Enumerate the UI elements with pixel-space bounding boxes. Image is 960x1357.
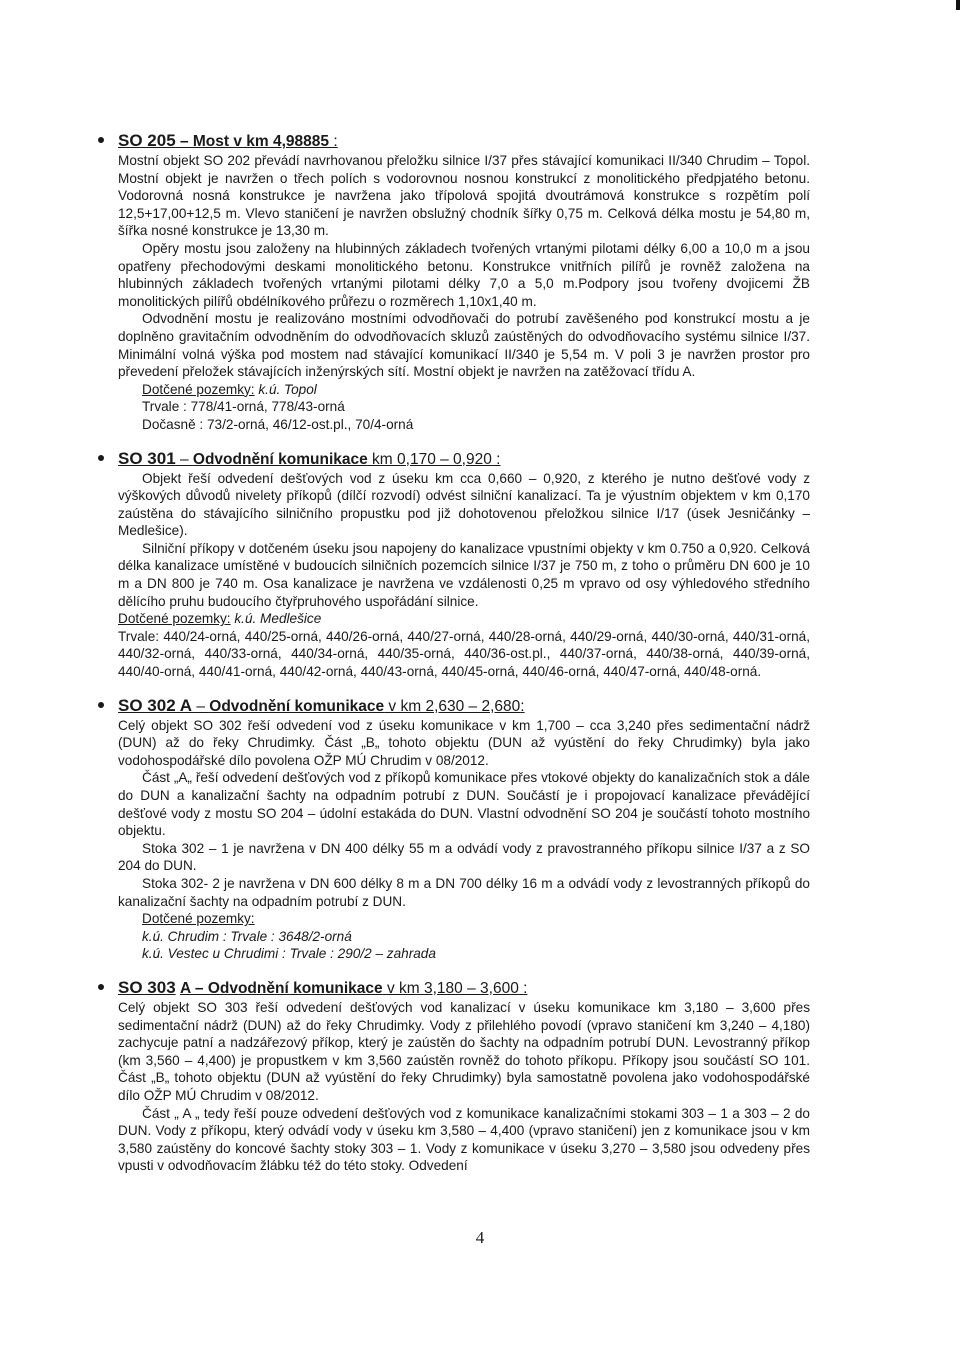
paragraph: Silniční příkopy v dotčeném úseku jsou napojeny do kanalizace vpustními objekty v km 0.750 a 0,920. Celková délka kanalizace umístěné v budoucích silničních pozemcích silnice I/37 je 750 m, z toho o průměru DN 600 je 10 m a DN 800 je 740 m. Osa kanalizace je navržena ve vzdálenosti 0,25 m vpravo od osy výhledového středního dělícího pruhu budoucího čtyřpruhového uspořádání silnice. xyxy=(118,540,810,609)
bullet-icon xyxy=(98,455,104,461)
affected-parcels-heading: Dotčené pozemky: k.ú. Medlešice xyxy=(118,611,322,627)
paragraph: Odvodnění mostu je realizováno mostními odvodňovači do potrubí zavěšeného pod konstrukcí mostu a je doplněno gravitačním odvodněním do odvodňovacích skluzů zaústěných do odvodňovacího systému silnice I/37. Minimální volná výška pod mostem nad stávající komunikací II/340 je 5,54 m. V poli 3 je navržen prostor pro převedení přeložek stávajících inženýrských sítí. Mostní objekt je navržen na zatěžovací třídu A. xyxy=(118,311,810,380)
bullet-icon xyxy=(98,702,104,708)
paragraph: Část „ A „ tedy řeší pouze odvedení dešťových vod z komunikace kanalizačními stokami 303 – 1 a 303 – 2 do DUN. Vody z příkopu, který odvádí vody v úseku km 3,580 – 4,400 (vpravo staničení) jen z komunikace jsou v km 3,580 zaústěny do koncové šachty stoky 303 – 1. Vody z komunikace v úseku 3,270 – 3,580 jsou odvedeny přes vpusti v odvodňovacím žlábku též do této stoky. Odvedení xyxy=(118,1105,810,1174)
bullet-icon xyxy=(98,984,104,990)
parcel-line: Trvale : 778/41-orná, 778/43-orná xyxy=(142,399,345,415)
paragraph: Mostní objekt SO 202 převádí navrhovanou přeložku silnice I/37 přes stávající komunikaci II/340 Chrudim – Topol. Mostní objekt je navržen o třech polích s vodorovnou nosnou konstrukcí z monolitického předpjatého betonu. Vodorovná nosná konstrukce je navržena jako třípolová spojitá dvoutrámová konstrukce s rozpětím polí 12,5+17,00+12,5 m. Vlevo staničení je navržen obslužný chodník šířky 0,75 m. Celková délka mostu je 54,80 m, šířka nosné konstrukce je 13,30 m. xyxy=(118,153,810,239)
section-code: SO 303 xyxy=(118,977,176,997)
paragraph: Stoka 302 – 1 je navržena v DN 400 délky 55 m a odvádí vody z pravostranného příkopu silnice I/37 a z SO 204 do DUN. xyxy=(118,840,810,874)
affected-parcels-heading: Dotčené pozemky: k.ú. Topol xyxy=(142,381,317,397)
section-code: SO 301 xyxy=(118,448,176,468)
bullet-icon xyxy=(98,137,104,143)
parcel-line: Dočasně : 73/2-orná, 46/12-ost.pl., 70/4-orná xyxy=(142,416,414,432)
parcel-line: Trvale: 440/24-orná, 440/25-orná, 440/26-orná, 440/27-orná, 440/28-orná, 440/29-orná, 440/30-orná, 440/31-orná, 440/32-orná, 440/33-orná, 440/34-orná, 440/35-orná, 440/36-ost.pl., 440/37-orná, 440/38-orná, 440/39-orná, 440/40-orná, 440/41-orná, 440/42-orná, 440/43-orná, 440/45-orná, 440/46-orná, 440/47-orná, 440/48-orná. xyxy=(118,628,810,680)
section-title: Most v km 4,98885 xyxy=(192,133,330,150)
page-number: 4 xyxy=(475,1228,485,1247)
parcel-line: k.ú. Chrudim : Trvale : 3648/2-orná xyxy=(142,928,352,944)
section-so-302a xyxy=(118,695,810,963)
parcel-line: k.ú. Vestec u Chrudimi : Trvale : 290/2 – zahrada xyxy=(142,946,436,962)
section-heading: SO 302 A – Odvodnění komunikace v km 2,630 – 2,680: xyxy=(118,695,810,717)
section-heading: SO 303 A – Odvodnění komunikace v km 3,180 – 3,600 : xyxy=(118,977,810,999)
section-so-301 xyxy=(118,448,810,681)
paragraph: Objekt řeší odvedení dešťových vod z úseku km cca 0,660 – 0,920, z kterého je nutno dešťové vody z výškových důvodů nivelety příkopů (dílčí rozvodí) odvést silniční kanalizací. Ta je výustním objektem v km 0,170 zaústěna do stávajícího silničního propustku pod již dohotovenou přeložkou silnice I/17 (úsek Jesničánky – Medlešice). xyxy=(118,470,810,539)
scan-corner-mark xyxy=(956,0,960,10)
paragraph: Stoka 302- 2 je navržena v DN 600 délky 8 m a DN 700 délky 16 m a odvádí vody z levostranných příkopů do kanalizační šachty na odpadním potrubí z DUN. xyxy=(118,875,810,909)
section-code: SO 205 xyxy=(118,131,176,150)
section-title: A – Odvodnění komunikace xyxy=(179,979,383,997)
document-body xyxy=(118,130,810,1189)
section-so-303 xyxy=(118,977,810,1175)
section-code: SO 302 A xyxy=(118,695,193,715)
paragraph: Část „A„ řeší odvedení dešťových vod z příkopů komunikace přes vtokové objekty do kanalizačních stok a dále do DUN a kanalizační šachty na odpadním potrubí z DUN. Součástí je i propojovací kanalizace převádějící dešťové vody z mostu SO 204 – údolní estakáda do DUN. Vlastní odvodnění SO 204 je součástí tohoto mostního objektu. xyxy=(118,770,810,839)
section-heading: SO 205 – Most v km 4,98885 : xyxy=(118,130,810,152)
section-title: Odvodnění komunikace xyxy=(192,450,368,468)
section-title: Odvodnění komunikace xyxy=(209,697,385,715)
affected-parcels-heading: Dotčené pozemky: xyxy=(142,911,255,927)
paragraph: Celý objekt SO 303 řeší odvedení dešťových vod kanalizací v úseku komunikace km 3,180 – 3,600 přes sedimentační nádrž (DUN) až do řeky Chrudimky. Vody z přilehlého povodí (vpravo staničení km 3,240 – 4,180) zachycuje patní a nadzářezový příkop, který je zaústěn do šachty na odpadním potrubí DUN. Levostranný příkop (km 3,560 – 4,400) je propustkem v km 3,560 zaústěn rovněž do tohoto příkopu. Příkopy jsou součástí SO 101. Část „B„ tohoto objektu (DUN až vyústění do řeky Chrudimky) byla samostatně povolena jako vodohospodářské dílo OŽP MÚ Chrudim v 08/2012. xyxy=(118,999,810,1103)
section-so-205 xyxy=(118,130,810,434)
paragraph: Opěry mostu jsou založeny na hlubinných základech tvořených vrtanými pilotami délky 6,00 a 10,0 m a jsou opatřeny přechodovými deskami monolitického betonu. Konstrukce vnitřních pilířů je rovněž založena na hlubinných základech tvořených vrtanými pilotami délky 7,0 a 5,0 m.Podpory jsou tvořeny dvojicemi ŽB monolitických pilířů obdélníkového průřezu o rozměrech 1,10x1,40 m. xyxy=(118,240,810,309)
paragraph: Celý objekt SO 302 řeší odvedení vod z úseku komunikace v km 1,700 – cca 3,240 přes sedimentační nádrž (DUN) až do řeky Chrudimky. Část „B„ tohoto objektu (DUN až vyústění do řeky Chrudimky) byla jako vodohospodářské dílo povolena OŽP MÚ Chrudim v 08/2012. xyxy=(118,717,810,768)
section-heading: SO 301 – Odvodnění komunikace km 0,170 – 0,920 : xyxy=(118,448,810,470)
